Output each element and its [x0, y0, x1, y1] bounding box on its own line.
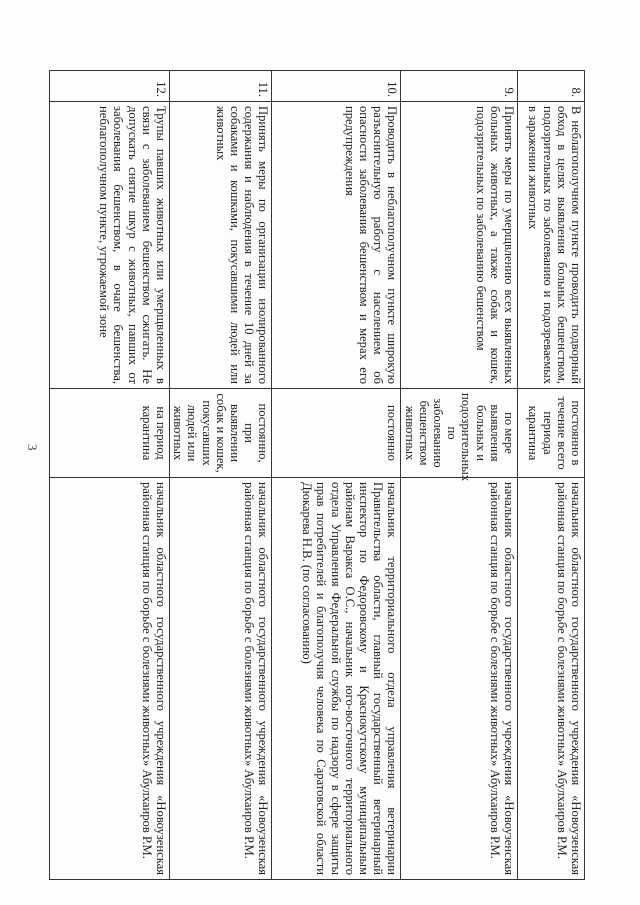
- row-number: 11.: [169, 71, 271, 102]
- measures-table: [49, 70, 585, 880]
- responsible-text: начальник областного государственного учреждения «Новоузенская районная станция по борьбе с болезнями животных» Абулхаиров Р.М.: [518, 478, 585, 880]
- measure-text: В неблагополучном пункте проводить подворный обход в целях выявления больных бешенством, подозрительных по заболеванию и подозреваемых в заражении животных: [518, 102, 585, 389]
- table-row: [401, 71, 518, 880]
- rotated-table-container: [90, 70, 585, 880]
- term-text: по мере выявления больных и подозрительных по заболеванию бешенством животных: [401, 389, 518, 478]
- row-number: 10.: [272, 71, 401, 102]
- table-row: [272, 71, 401, 880]
- term-text: постоянно, при выявлении собак и кошек, покусавших людей или животных: [169, 389, 271, 478]
- row-number: 12.: [49, 71, 169, 102]
- measure-text: Трупы павших животных или умерщвленных в связи с заболеванием бешенством сжигать. Не допускать снятие шкур с животных, павших от заболевания бешенством, в очаге бешенства, неблагополучном пункте, угрожаемой зоне: [49, 102, 169, 389]
- responsible-text: начальник областного государственного учреждения «Новоузенская районная станция по борьбе с болезнями животных» Абулхаиров Р.М.: [49, 478, 169, 880]
- measure-text: Принять меры по организации изолированного содержания и наблюдения в течение 10 дней за собаками и кошками, покусавшими людей или животных: [169, 102, 271, 389]
- term-text: постоянно в течение всего периода карантина: [518, 389, 585, 478]
- responsible-text: начальник территориального отдела управления ветеринарии Правительства области, главный государственный ветеринарный инспектор по Федоровскому и Краснокутскому муниципальным районам Варакса О.С., начальник юго-восточного территориального отдела Управления Федеральной службы по надзору в сфере защиты прав потребителей и благополучия человека по Саратовской области Дюкарева Н.В. (по согласованию): [272, 478, 401, 880]
- table-row: [518, 71, 585, 880]
- measure-text: Проводить в неблагополучном пункте широкую разъяснительную работу с населением об опасности заболевания бешенством и мерах его предупреждения: [272, 102, 401, 389]
- page-number: 3: [25, 444, 40, 451]
- table-row: [169, 71, 271, 880]
- responsible-text: начальник областного государственного учреждения «Новоузенская районная станция по борьбе с болезнями животных» Абулхаиров Р.М.: [169, 478, 271, 880]
- measure-text: Принять меры по умерщвлению всех выявленных больных животных, а также собак и кошек, подозрительных по заболеванию бешенством: [401, 102, 518, 389]
- responsible-text: начальник областного государственного учреждения «Новоузенская районная станция по борьбе с болезнями животных» Абулхаиров Р.М.: [401, 478, 518, 880]
- row-number: 8.: [518, 71, 585, 102]
- term-text: постоянно: [272, 389, 401, 478]
- row-number: 9.: [401, 71, 518, 102]
- term-text: на период карантина: [49, 389, 169, 478]
- table-row: [49, 71, 169, 880]
